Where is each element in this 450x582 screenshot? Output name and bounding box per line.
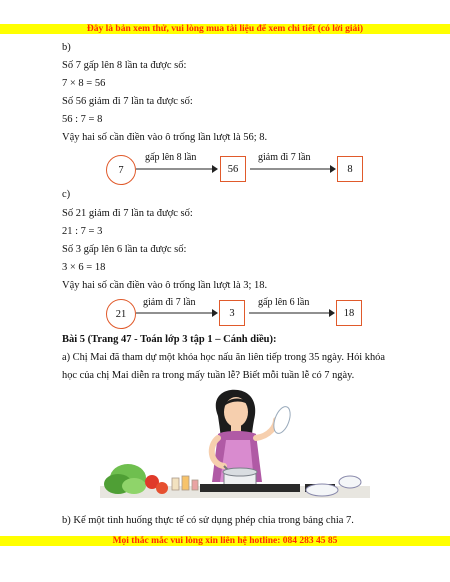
- part-c-line-5: Vậy hai số cần điền vào ô trống lần lượt là 3; 18.: [62, 280, 268, 291]
- part-b-line-3: Số 56 giảm đi 7 lần ta được số:: [62, 96, 193, 107]
- diagram-c-step2-label: gấp lên 6 lần: [258, 297, 310, 308]
- part-c-label: c): [62, 189, 71, 200]
- diagram-b-mid-value: 56: [227, 163, 239, 175]
- diagram-b-step2-label: giảm đi 7 lần: [258, 152, 311, 163]
- hotline-banner: [0, 536, 450, 546]
- diagram-c-arrow-2: [249, 307, 335, 319]
- part-c-line-3: Số 3 gấp lên 6 lần ta được số:: [62, 244, 187, 255]
- part-b-line-4: 56 : 7 = 8: [62, 114, 103, 125]
- diagram-c-end-value: 18: [343, 307, 355, 319]
- exercise-5-question-b: b) Kể một tình huống thực tế có sử dụng phép chia trong bảng chia 7.: [62, 515, 354, 526]
- diagram-c-start-value: 21: [115, 308, 127, 320]
- cooking-illustration: [100, 386, 370, 510]
- diagram-c-mid-value: 3: [229, 307, 235, 319]
- part-b-line-5: Vậy hai số cần điền vào ô trống lần lượt là 56; 8.: [62, 132, 268, 143]
- diagram-c-start-circle: [106, 299, 136, 329]
- part-c-line-4: 3 × 6 = 18: [62, 262, 106, 273]
- preview-banner: [0, 24, 450, 34]
- hotline-banner-text: Mọi thắc mắc vui lòng xin liên hệ hotline: 084 283 45 85: [112, 536, 338, 546]
- diagram-c-end-box: [336, 300, 362, 326]
- diagram-b-arrow-1: [136, 163, 218, 175]
- diagram-c-step1-label: giảm đi 7 lần: [143, 297, 196, 308]
- exercise-5-question-a-line-1: a) Chị Mai đã tham dự một khóa học nấu ăn liên tiếp trong 35 ngày. Hỏi khóa: [62, 352, 385, 363]
- part-c-line-1: Số 21 giảm đi 7 lần ta được số:: [62, 208, 193, 219]
- diagram-b-arrow-2: [250, 163, 336, 175]
- part-b-line-1: Số 7 gấp lên 8 lần ta được số:: [62, 60, 187, 71]
- diagram-c-arrow-1: [136, 307, 218, 319]
- exercise-5-question-a-line-2: học của chị Mai diễn ra trong mấy tuần lễ? Biết mỗi tuần lễ có 7 ngày.: [62, 370, 355, 381]
- part-c-line-2: 21 : 7 = 3: [62, 226, 103, 237]
- diagram-c-mid-box: [219, 300, 245, 326]
- exercise-5-title: Bài 5 (Trang 47 - Toán lớp 3 tập 1 – Cánh diều):: [62, 334, 277, 345]
- part-b-line-2: 7 × 8 = 56: [62, 78, 106, 89]
- diagram-b-end-box: [337, 156, 363, 182]
- diagram-b-start-value: 7: [118, 164, 124, 176]
- diagram-b-step1-label: gấp lên 8 lần: [145, 152, 197, 163]
- diagram-b-end-value: 8: [347, 163, 353, 175]
- part-b-label: b): [62, 42, 71, 53]
- diagram-b-mid-box: [220, 156, 246, 182]
- diagram-b-start-circle: [106, 155, 136, 185]
- preview-banner-text: Đây là bản xem thử, vui lòng mua tài liệu để xem chi tiết (có lời giải): [86, 24, 364, 34]
